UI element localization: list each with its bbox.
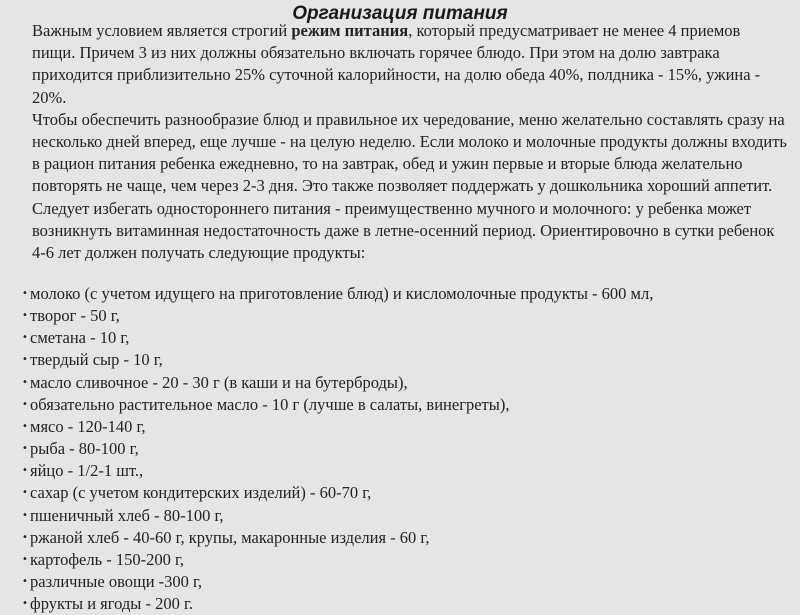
paragraph-menu-variety: Чтобы обеспечить разнообразие блюд и правильное их чередование, меню желательно составлять сразу на несколько дней вперед, еще лучше - на целую неделю. Если молоко и молочные продукты должны входить в рацион питания ребенка ежедневно, то на завтрак, обед и ужин первые и вторые блюда желательно повторять не чаще, чем через 2-3 дня. Это также позволяет поддержать у дошкольника хороший аппетит. Следует избегать одностороннего питания - преимущественно мучного и молочного: у ребенка может возникнуть витаминная недостаточность даже в летне-осенний период. Ориентировочно в сутки ребенок 4-6 лет должен получать следующие продукты: xyxy=(32,109,787,263)
paragraph-meal-regime-before: Важным условием является строгий xyxy=(32,21,292,40)
bullet-icon: • xyxy=(22,420,28,432)
product-text: пшеничный хлеб - 80-100 г, xyxy=(30,505,224,525)
bullet-icon: • xyxy=(22,598,28,610)
bullet-icon: • xyxy=(22,487,28,499)
bullet-icon: • xyxy=(22,443,28,455)
bullet-icon: • xyxy=(22,398,28,410)
product-text: фрукты и ягоды - 200 г. xyxy=(30,594,194,614)
product-text: масло сливочное - 20 - 30 г (в каши и на бутерброды), xyxy=(30,372,408,392)
product-list-item xyxy=(22,482,792,504)
product-list-item xyxy=(22,505,792,527)
product-text: рыба - 80-100 г, xyxy=(30,439,139,459)
product-text: яйцо - 1/2-1 шт., xyxy=(30,461,144,481)
product-list-item xyxy=(22,593,792,615)
bullet-icon: • xyxy=(22,354,28,366)
product-list-item xyxy=(22,416,792,438)
paragraph-meal-regime-after: , который предусматривает не менее 4 приемов пищи. Причем 3 из них должны обязательно включать горячее блюдо. При этом на долю завтрака приходится приблизительно 25% суточной калорийности, на долю обеда 40%, полдника - 15%, ужина - 20%. xyxy=(32,21,761,107)
meal-regime-bold: режим питания xyxy=(291,21,409,40)
product-text: молоко (с учетом идущего на приготовление блюд) и кисломолочные продукты - 600 мл, xyxy=(30,284,654,303)
slide-title: Организация питания xyxy=(292,3,508,24)
products-list xyxy=(22,283,792,615)
product-list-item xyxy=(22,283,792,305)
bullet-icon: • xyxy=(22,509,28,521)
product-text: сметана - 10 г, xyxy=(30,328,130,348)
paragraph-meal-regime xyxy=(32,20,787,109)
product-text: различные овощи -300 г, xyxy=(30,572,203,592)
product-text: картофель - 150-200 г, xyxy=(30,549,185,569)
product-list-item xyxy=(22,549,792,571)
product-list-item xyxy=(22,460,792,482)
product-text: мясо - 120-140 г, xyxy=(30,416,146,436)
product-list-item xyxy=(22,327,792,349)
bullet-icon: • xyxy=(22,288,28,299)
product-text: творог - 50 г, xyxy=(30,306,120,326)
product-text: сахар (с учетом кондитерских изделий) - 60-70 г, xyxy=(30,483,372,503)
bullet-icon: • xyxy=(22,310,28,322)
product-list-item xyxy=(22,438,792,460)
bullet-icon: • xyxy=(22,465,28,477)
bullet-icon: • xyxy=(22,376,28,388)
product-list-item xyxy=(22,372,792,394)
bullet-icon: • xyxy=(22,553,28,565)
product-list-item xyxy=(22,394,792,416)
body-text xyxy=(32,20,787,264)
product-list-item xyxy=(22,349,792,371)
bullet-icon: • xyxy=(22,332,28,344)
product-text: ржаной хлеб - 40-60 г, крупы, макаронные изделия - 60 г, xyxy=(30,527,430,547)
product-text: обязательно растительное масло - 10 г (лучше в салаты, винегреты), xyxy=(30,394,510,414)
product-list-item xyxy=(22,571,792,593)
product-list-item xyxy=(22,527,792,549)
bullet-icon: • xyxy=(22,576,28,588)
product-list-item xyxy=(22,305,792,327)
bullet-icon: • xyxy=(22,531,28,543)
product-text: твердый сыр - 10 г, xyxy=(30,350,163,370)
